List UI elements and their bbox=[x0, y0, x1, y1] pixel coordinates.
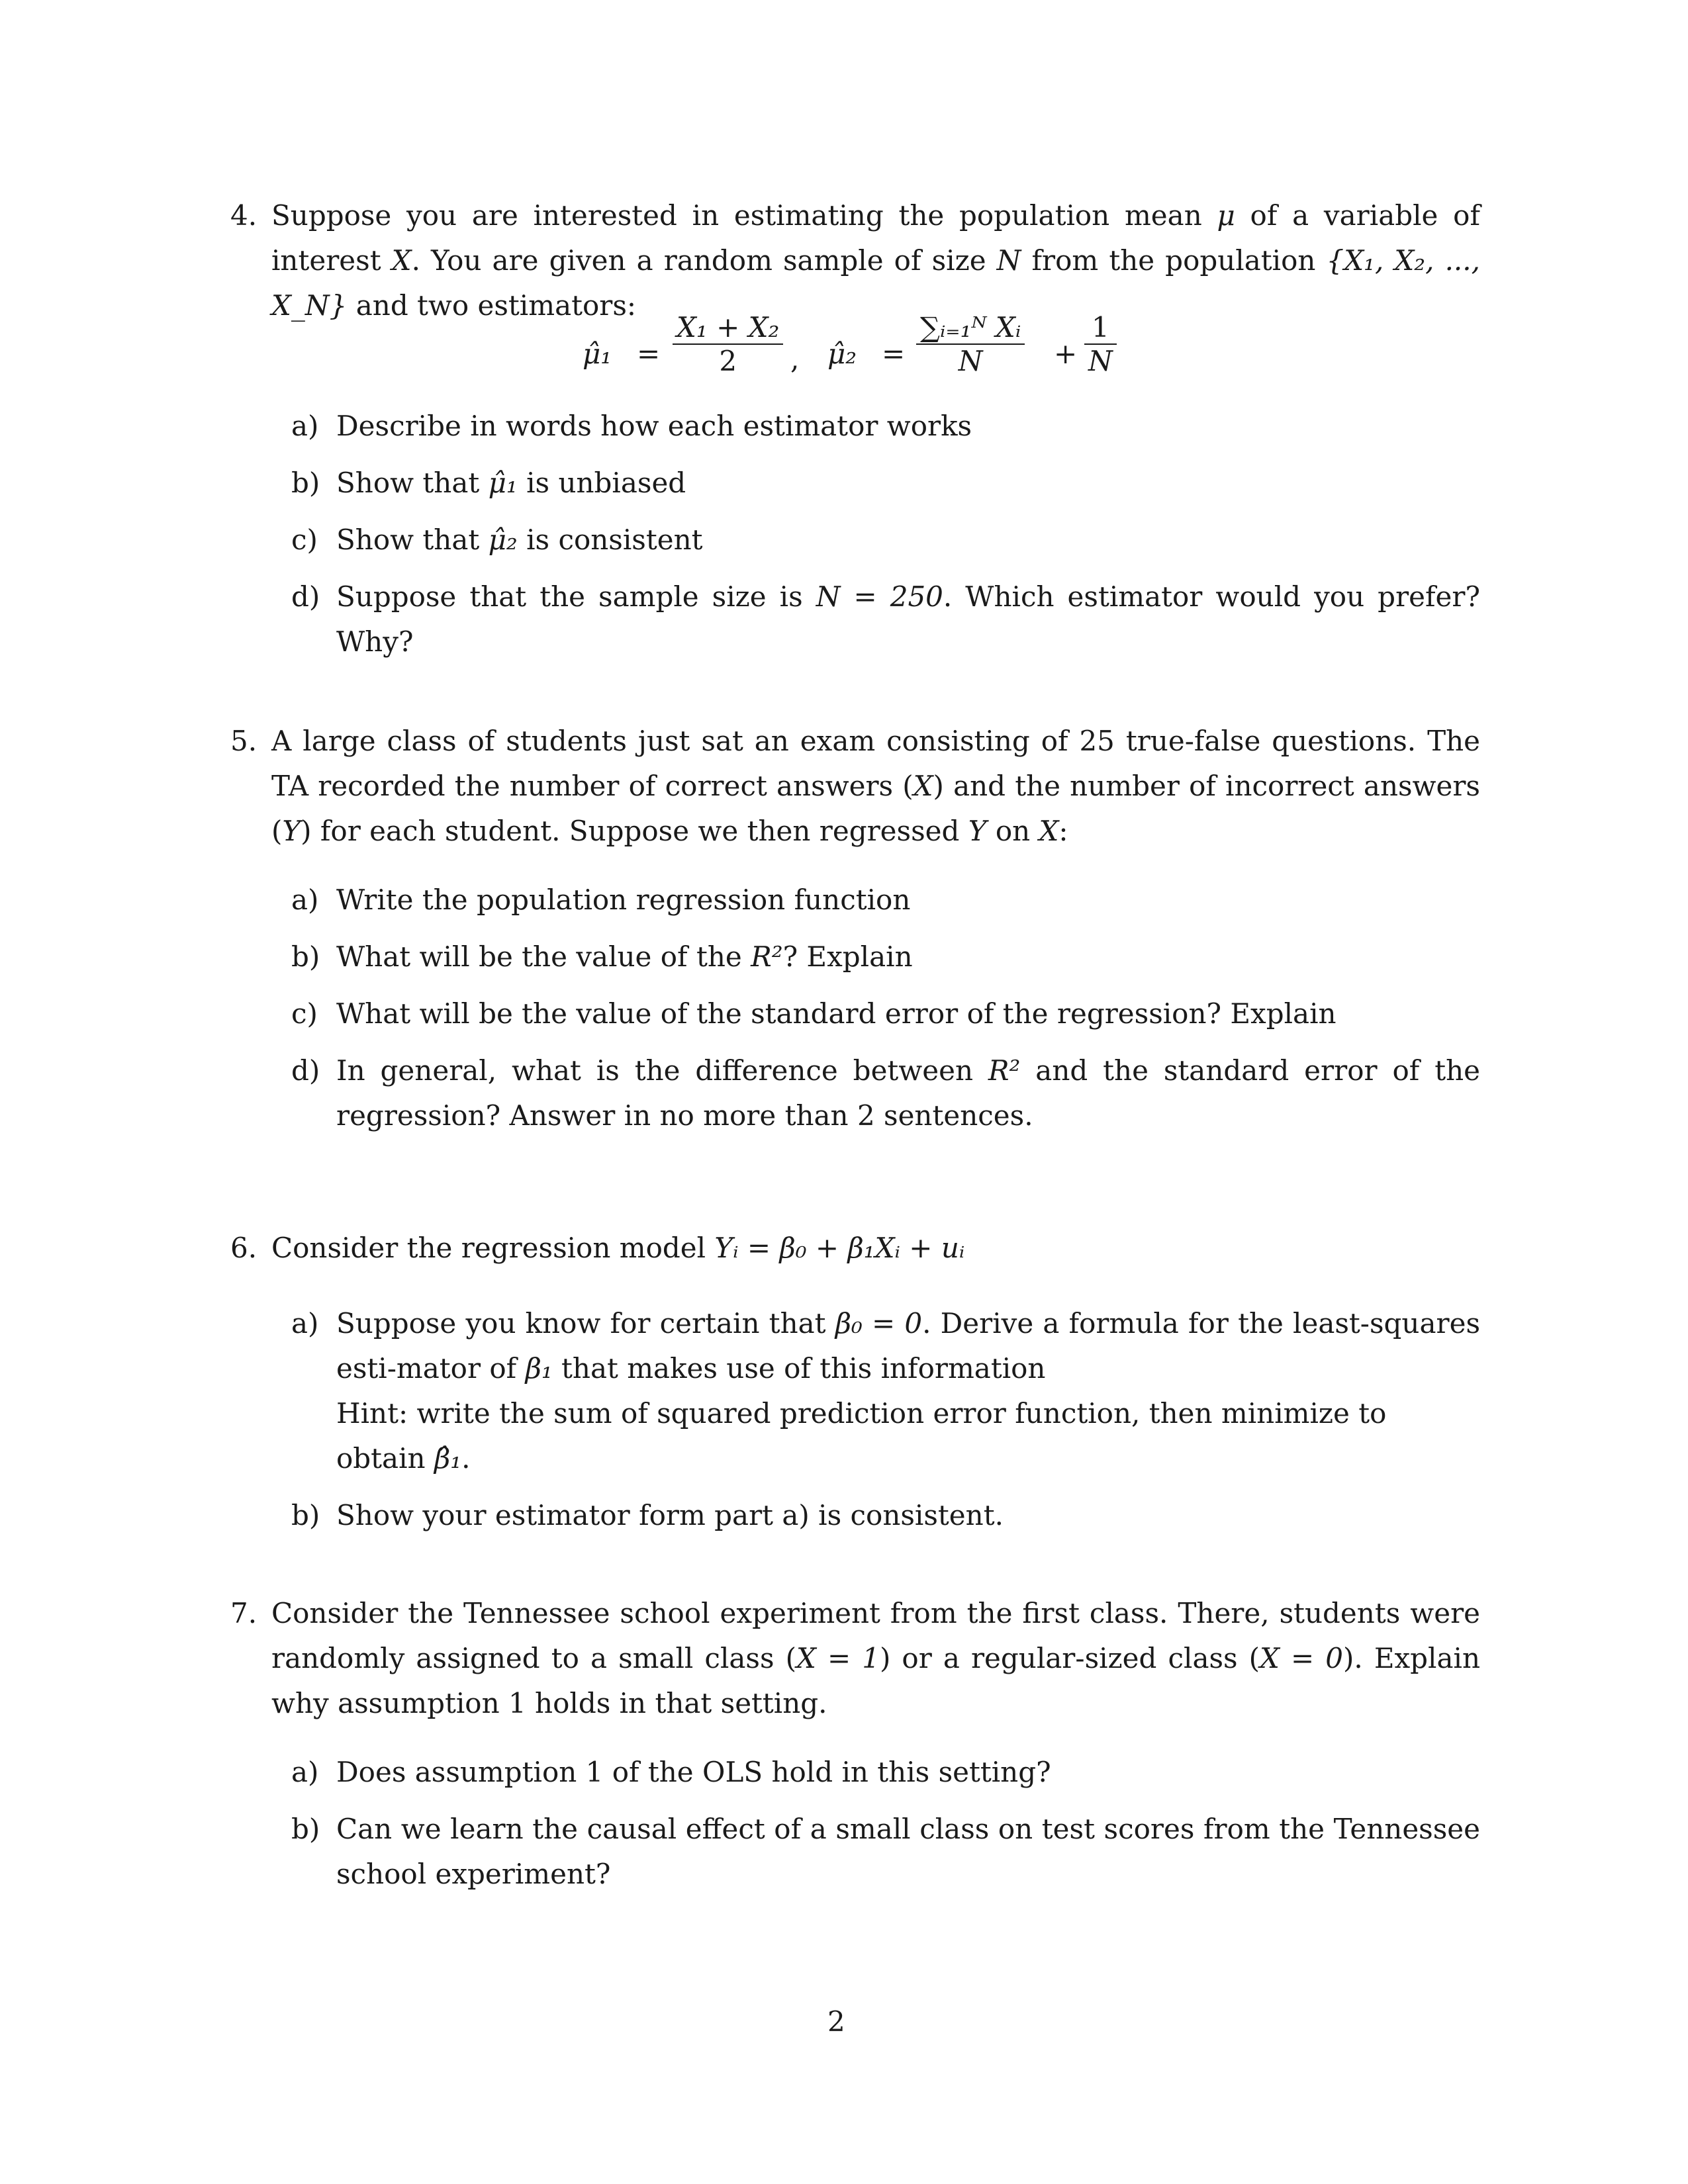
item-label: a) bbox=[291, 884, 319, 916]
text: on bbox=[986, 815, 1039, 847]
list-item bbox=[291, 461, 1480, 506]
list-item bbox=[291, 574, 1480, 664]
item-label: a) bbox=[291, 1756, 319, 1788]
text: : bbox=[1058, 815, 1068, 847]
fraction-1-numerator: X₁ + X₂ bbox=[677, 311, 780, 343]
math-x-equals-0: X = 0 bbox=[1260, 1642, 1344, 1674]
fraction-3-denominator: N bbox=[1084, 343, 1117, 377]
question-6-text bbox=[271, 1226, 1480, 1271]
item-label: c) bbox=[291, 523, 318, 556]
math-r-squared: R² bbox=[988, 1054, 1021, 1087]
fraction-1 bbox=[673, 311, 783, 377]
text: of a variable of interest bbox=[271, 199, 1480, 277]
text: . You are given a random sample of size bbox=[411, 244, 997, 277]
question-number: 4. bbox=[230, 199, 258, 232]
text: and two estimators: bbox=[347, 289, 637, 322]
math-beta1: β₁ bbox=[525, 1352, 553, 1385]
item-label: b) bbox=[291, 1499, 320, 1531]
list-item bbox=[291, 878, 1480, 923]
text: Show that bbox=[336, 523, 489, 556]
question-5 bbox=[230, 719, 1480, 854]
question-6 bbox=[230, 1226, 1480, 1271]
text: . Derive a formula for the least-squares esti-mator of bbox=[336, 1307, 1481, 1385]
text: and the standard error of the regression? Answer in no more than 2 sentences. bbox=[336, 1054, 1480, 1132]
mu1-hat: μ̂₁ bbox=[583, 338, 612, 370]
fraction-3-numerator: 1 bbox=[1092, 311, 1109, 343]
math-mu1-hat: μ̂₁ bbox=[488, 467, 518, 499]
page-number: 2 bbox=[827, 2005, 845, 2038]
item-text: Show your estimator form part a) is consistent. bbox=[336, 1499, 1004, 1531]
text: Suppose you are interested in estimating the population mean bbox=[271, 199, 1217, 232]
text: ) and the number of incorrect answers ( bbox=[271, 770, 1480, 847]
math-n: N bbox=[996, 244, 1021, 277]
math-beta0-zero: β₀ = 0 bbox=[835, 1307, 923, 1340]
math-x: X bbox=[391, 244, 412, 277]
item-text: Can we learn the causal effect of a small class on test scores from the Tennessee school experiment? bbox=[336, 1813, 1480, 1890]
question-number: 7. bbox=[230, 1597, 258, 1629]
math-sample-set: {X₁, X₂, ..., X_N} bbox=[271, 244, 1480, 322]
item-text bbox=[336, 518, 1480, 563]
math-r-squared: R² bbox=[751, 940, 783, 973]
question-4-items bbox=[291, 404, 1480, 676]
equals-sign: = bbox=[882, 338, 906, 370]
comma: , bbox=[790, 343, 800, 375]
list-item bbox=[291, 1048, 1480, 1138]
math-n-equals: N = 250 bbox=[816, 580, 943, 613]
text: ) or a regular-sized class ( bbox=[879, 1642, 1260, 1674]
question-number: 5. bbox=[230, 725, 258, 757]
hint bbox=[336, 1391, 1480, 1481]
item-text bbox=[336, 1048, 1480, 1138]
text: In general, what is the difference between bbox=[336, 1054, 988, 1087]
text: . Which estimator would you prefer? Why? bbox=[336, 580, 1480, 658]
question-6-items bbox=[291, 1301, 1480, 1550]
item-label: b) bbox=[291, 467, 320, 499]
text: A large class of students just sat an exam consisting of 25 true-false questions. The TA recorded the number of correct answers ( bbox=[271, 725, 1480, 802]
mu2-hat: μ̂₂ bbox=[827, 338, 857, 370]
text: is unbiased bbox=[517, 467, 686, 499]
math-x: X bbox=[913, 770, 933, 802]
math-y: Y bbox=[282, 815, 301, 847]
question-4-text bbox=[271, 193, 1480, 328]
text: from the population bbox=[1021, 244, 1327, 277]
item-label: b) bbox=[291, 940, 320, 973]
list-item bbox=[291, 934, 1480, 979]
plus-sign: + bbox=[1054, 338, 1078, 370]
item-text bbox=[336, 461, 1480, 506]
list-item bbox=[291, 1750, 1480, 1795]
item-text bbox=[336, 1301, 1480, 1481]
list-item bbox=[291, 1493, 1480, 1538]
item-label: a) bbox=[291, 410, 319, 442]
text: . bbox=[461, 1442, 471, 1475]
text: is consistent bbox=[517, 523, 703, 556]
question-5-text bbox=[271, 719, 1480, 854]
math-beta1-hat: β̂₁ bbox=[434, 1442, 462, 1475]
math-x-equals-1: X = 1 bbox=[796, 1642, 880, 1674]
text: that makes use of this information bbox=[552, 1352, 1046, 1385]
question-7-text bbox=[271, 1591, 1480, 1726]
equals-sign: = bbox=[637, 338, 661, 370]
text: Hint: write the sum of squared prediction error function, then minimize to obtain bbox=[336, 1397, 1387, 1475]
text: Consider the Tennessee school experiment from the first class. There, students were randomly assigned to a small class ( bbox=[271, 1597, 1480, 1674]
fraction-2-numerator: ∑ᵢ₌₁ᴺ Xᵢ bbox=[920, 311, 1021, 343]
text: Show that bbox=[336, 467, 489, 499]
text: ) for each student. Suppose we then regressed bbox=[301, 815, 968, 847]
list-item bbox=[291, 518, 1480, 563]
item-text: Describe in words how each estimator works bbox=[336, 410, 972, 442]
question-7 bbox=[230, 1591, 1480, 1726]
question-4 bbox=[230, 193, 1480, 328]
fraction-2-denominator: N bbox=[916, 343, 1025, 377]
math-mu: μ bbox=[1217, 199, 1235, 232]
text: Suppose that the sample size is bbox=[336, 580, 816, 613]
text: Consider the regression model bbox=[271, 1232, 715, 1264]
estimator-formulas bbox=[583, 311, 1178, 404]
text: ). Explain why assumption 1 holds in that setting. bbox=[271, 1642, 1481, 1719]
question-number: 6. bbox=[230, 1232, 258, 1264]
math-mu2-hat: μ̂₂ bbox=[488, 523, 518, 556]
item-label: a) bbox=[291, 1307, 319, 1340]
fraction-3 bbox=[1084, 311, 1117, 377]
item-label: d) bbox=[291, 1054, 320, 1087]
math-regression-model: Yᵢ = β₀ + β₁Xᵢ + uᵢ bbox=[714, 1232, 965, 1264]
list-item bbox=[291, 1301, 1480, 1481]
item-label: b) bbox=[291, 1813, 320, 1845]
text: Suppose you know for certain that bbox=[336, 1307, 835, 1340]
list-item bbox=[291, 404, 1480, 449]
math-x: X bbox=[1039, 815, 1059, 847]
item-text: What will be the value of the standard error of the regression? Explain bbox=[336, 997, 1336, 1030]
item-label: d) bbox=[291, 580, 320, 613]
fraction-1-denominator: 2 bbox=[673, 343, 783, 377]
item-label: c) bbox=[291, 997, 318, 1030]
item-text bbox=[336, 574, 1480, 664]
text: What will be the value of the bbox=[336, 940, 751, 973]
text: ? Explain bbox=[782, 940, 913, 973]
fraction-2 bbox=[916, 311, 1025, 377]
question-5-items bbox=[291, 878, 1480, 1150]
item-text: Write the population regression function bbox=[336, 884, 911, 916]
math-y: Y bbox=[968, 815, 987, 847]
question-7-items bbox=[291, 1750, 1480, 1909]
list-item bbox=[291, 1807, 1480, 1897]
list-item bbox=[291, 991, 1480, 1036]
item-text bbox=[336, 934, 1480, 979]
item-text: Does assumption 1 of the OLS hold in this setting? bbox=[336, 1756, 1051, 1788]
